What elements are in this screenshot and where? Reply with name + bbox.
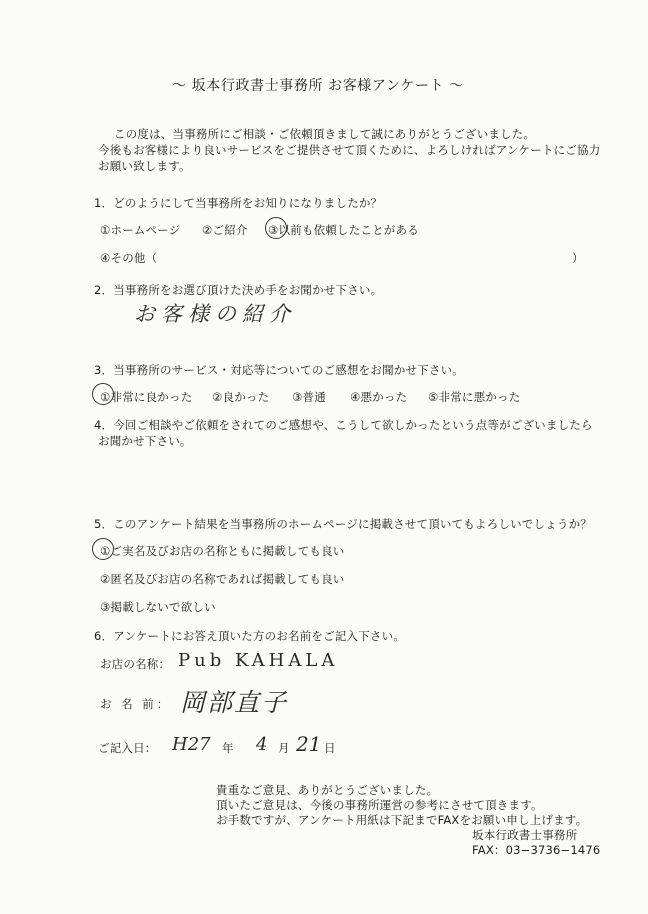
q3-question: 3．当事務所のサービス・対応等についてのご感想をお聞かせ下さい。 <box>94 363 464 377</box>
q3-option-normal[interactable]: ③普通 <box>292 390 326 404</box>
closing-line-2: 頂いたご意見は、今後の事務所運営の参考にさせて頂きます。 <box>216 798 543 812</box>
q3-selection-circle <box>92 383 114 405</box>
customer-name-label: お 名 前： <box>100 697 172 711</box>
q6-question: 6．アンケートにお答え頂いた方のお名前をご記入下さい。 <box>94 629 406 643</box>
q1-option-other[interactable]: ④その他（ <box>100 251 158 265</box>
date-month-label: 月 <box>278 741 290 755</box>
q1-selection-circle <box>265 217 287 239</box>
date-day-label: 日 <box>324 741 336 755</box>
shop-name-label: お店の名称： <box>100 657 171 671</box>
intro-line-3: お願い致します。 <box>98 159 191 173</box>
q4-question-line-1: 4．今回ご相談やご依頼をされてのご感想や、こうして欲しかったという点等がございましたら <box>94 418 593 432</box>
date-month-handwritten: 4 <box>256 734 268 755</box>
q5-option-real-name[interactable]: ①ご実名及びお店の名称ともに掲載しても良い <box>100 544 345 558</box>
q1-option-homepage[interactable]: ①ホームページ <box>100 223 181 237</box>
date-year-label: 年 <box>222 741 234 755</box>
q5-option-anonymous[interactable]: ②匿名及びお店の名称であれば掲載しても良い <box>100 572 345 586</box>
q1-option-referral[interactable]: ②ご紹介 <box>202 223 248 237</box>
closing-line-3: お手数ですが、アンケート用紙は下記までFAXをお願い申し上げます。 <box>216 813 588 827</box>
office-fax: FAX：03−3736−1476 <box>472 843 601 857</box>
q3-option-very-bad[interactable]: ⑤非常に悪かった <box>428 390 521 404</box>
office-name: 坂本行政書士事務所 <box>472 828 578 842</box>
q3-option-good[interactable]: ②良かった <box>212 390 270 404</box>
q5-question: 5．このアンケート結果を当事務所のホームページに掲載させて頂いてもよろしいでしょうか？ <box>94 517 592 531</box>
q4-question-line-2: お聞かせ下さい。 <box>98 434 192 448</box>
q2-answer-handwritten: お客様の紹介 <box>134 302 296 326</box>
customer-name-handwritten: 岡部直子 <box>180 688 289 717</box>
q5-selection-circle <box>92 538 114 560</box>
q1-other-close: ） <box>572 251 584 265</box>
q2-question: 2．当事務所をお選び頂けた決め手をお聞かせ下さい。 <box>94 283 383 297</box>
date-label: ご記入日： <box>98 741 157 755</box>
q1-option-previous[interactable]: ③以前も依頼したことがある <box>268 223 419 237</box>
q3-option-bad[interactable]: ④悪かった <box>350 390 408 404</box>
date-day-handwritten: 21 <box>296 732 322 756</box>
q5-option-no-publish[interactable]: ③掲載しないで欲しい <box>100 600 216 614</box>
date-era-handwritten: H27 <box>172 734 211 755</box>
shop-name-handwritten: Pub KAHALA <box>178 650 339 671</box>
closing-line-1: 貴重なご意見、ありがとうございました。 <box>216 783 439 797</box>
q3-option-very-good[interactable]: ①非常に良かった <box>100 390 193 404</box>
q1-question: 1．どのようにして当事務所をお知りになりましたか？ <box>94 196 383 210</box>
intro-line-1: この度は、当事務所にご相談・ご依頼頂きまして誠にありがとうございました。 <box>114 127 536 141</box>
intro-line-2: 今後もお客様により良いサービスをご提供させて頂くために、よろしければアンケートにご協力 <box>98 143 601 157</box>
survey-title: 〜 坂本行政書士事務所 お客様アンケート 〜 <box>172 78 464 94</box>
